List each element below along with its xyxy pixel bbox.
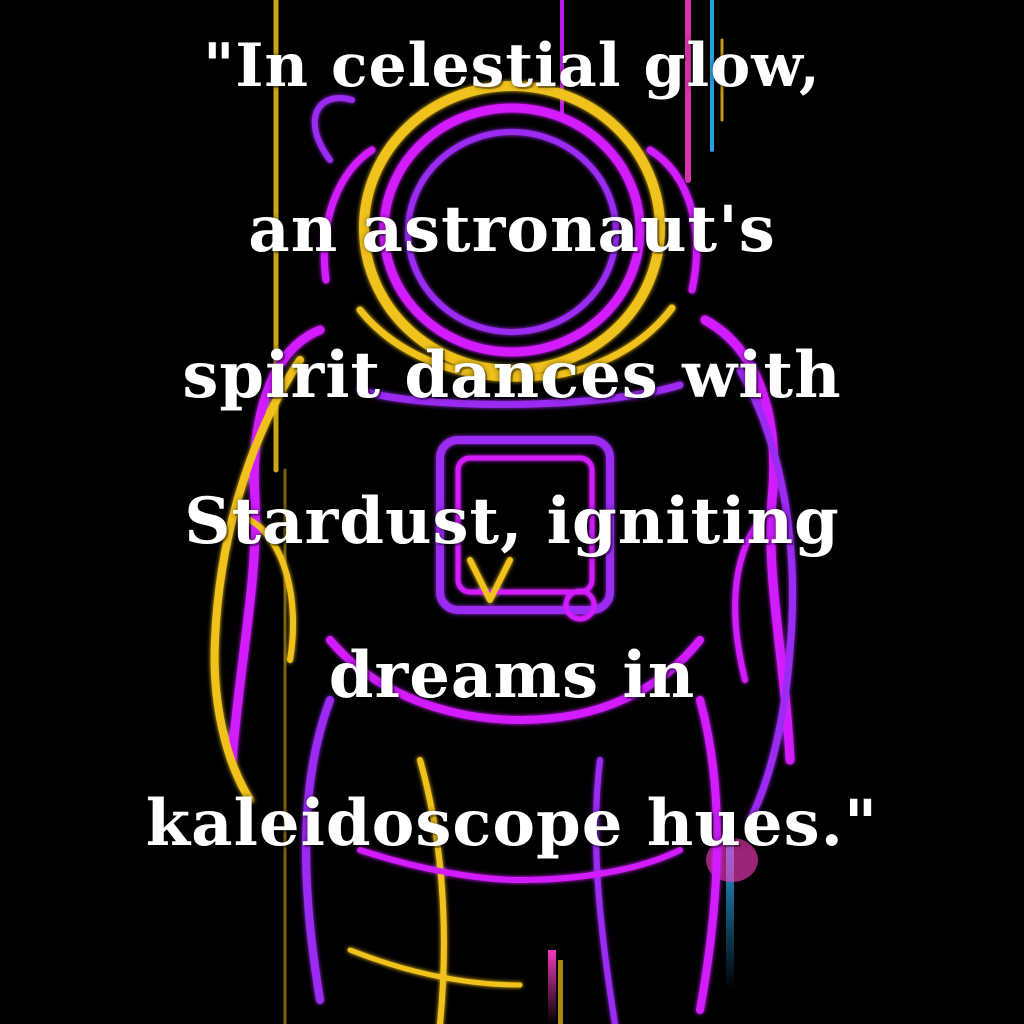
quote-line-6: kaleidoscope hues." xyxy=(145,786,879,861)
quote-line-4: Stardust, igniting xyxy=(184,484,840,559)
quote-line-2: an astronaut's xyxy=(248,192,776,267)
quote-line-5: dreams in xyxy=(328,638,696,713)
quote-line-1: "In celestial glow, xyxy=(203,31,821,101)
quote-line-3: spirit dances with xyxy=(182,338,842,413)
